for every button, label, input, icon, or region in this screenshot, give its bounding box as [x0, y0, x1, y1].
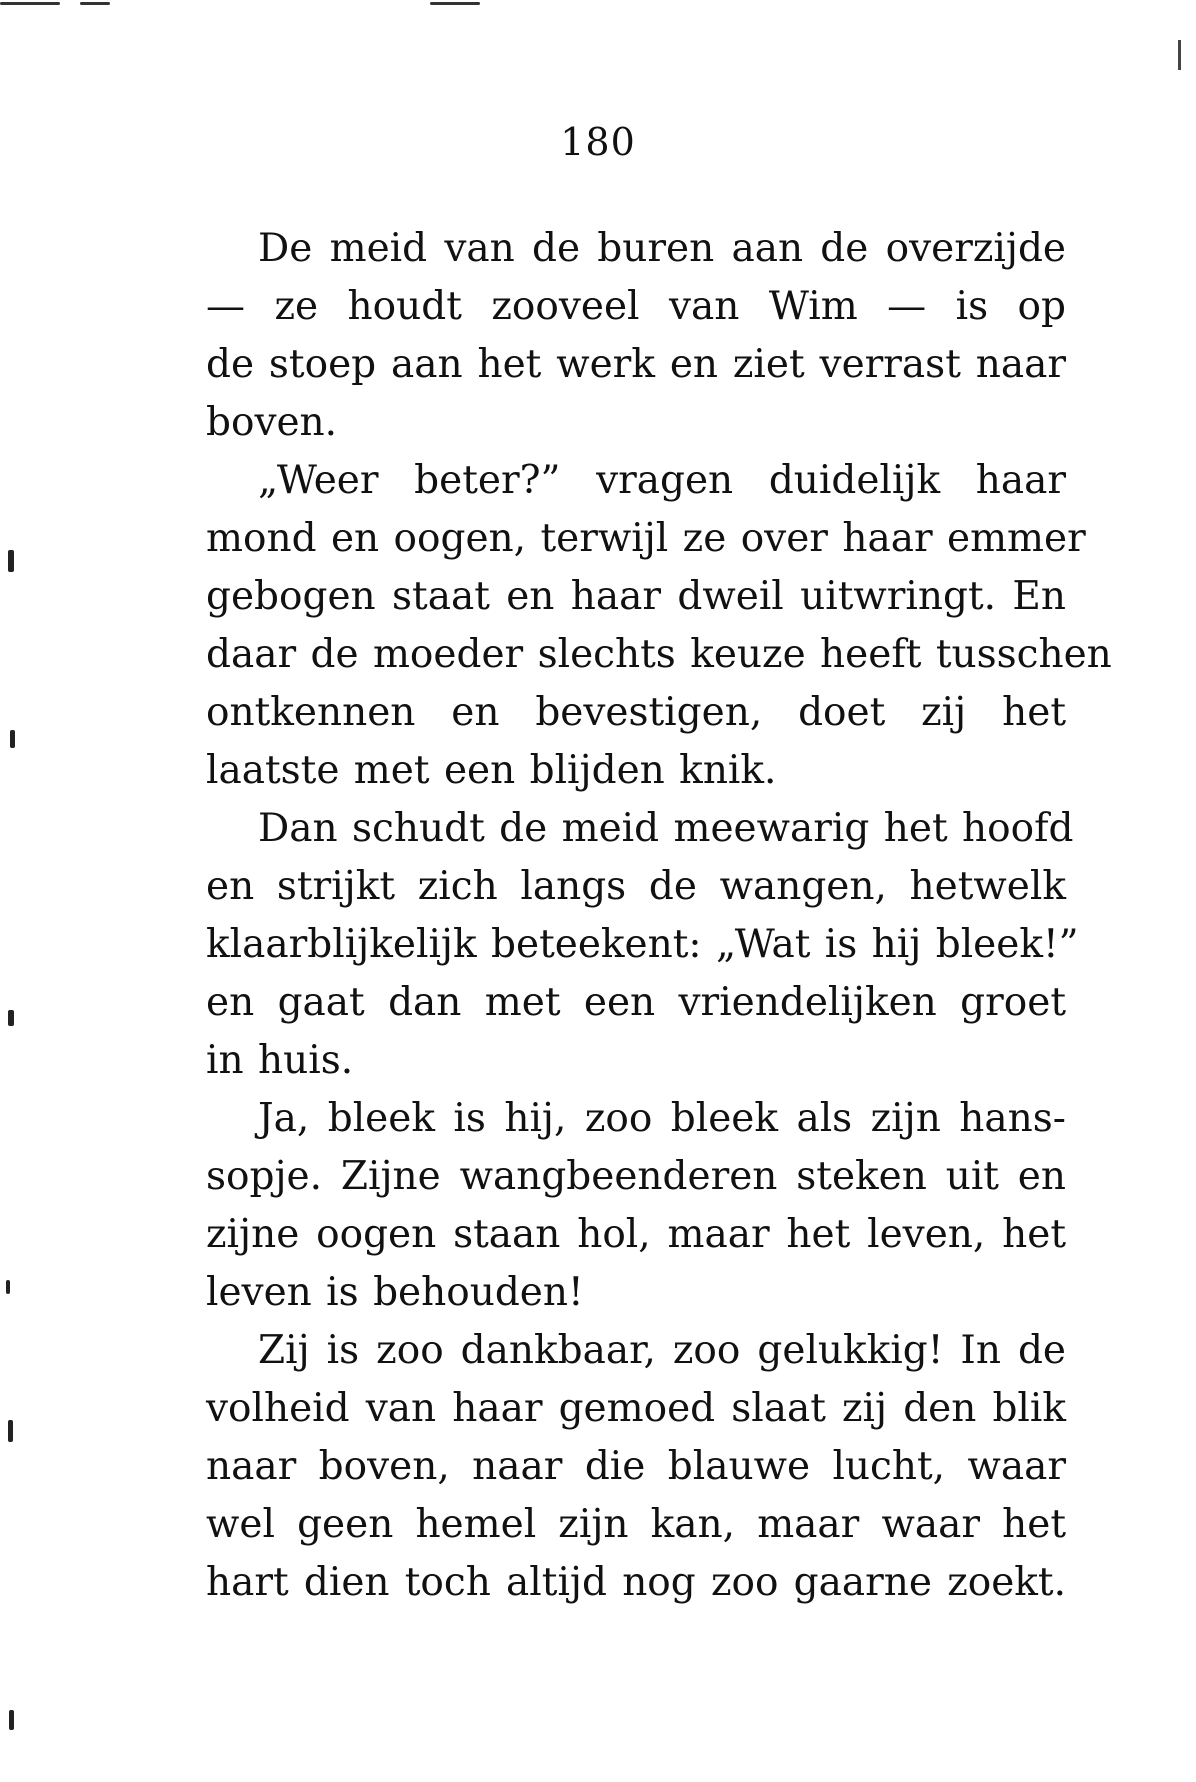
text-line: „Weer beter?” vragen duidelijk haar — [258, 458, 1066, 503]
text-line: en strijkt zich langs de wangen, hetwelk — [206, 864, 1066, 909]
text-line: in huis. — [206, 1038, 354, 1083]
text-line: wel geen hemel zijn kan, maar waar het — [206, 1502, 1066, 1547]
text-line: en gaat dan met een vriendelijken groet — [206, 980, 1066, 1025]
paragraph — [206, 800, 1079, 1090]
text-line: Zij is zoo dankbaar, zoo gelukkig! In de — [258, 1328, 1066, 1373]
text-line: hart dien toch altijd nog zoo gaarne zoekt. — [206, 1560, 1066, 1605]
text-line: mond en oogen, terwijl ze over haar emmer — [206, 516, 1086, 561]
text-line: gebogen staat en haar dweil uitwringt. En — [206, 574, 1066, 619]
text-line: boven. — [206, 400, 338, 445]
text-line: De meid van de buren aan de overzijde — [258, 226, 1066, 271]
page-number: 180 — [560, 120, 636, 164]
text-line: klaarblijkelijk beteekent: „Wat is hij bleek!” — [206, 922, 1079, 967]
text-line: ontkennen en bevestigen, doet zij het — [206, 690, 1066, 735]
text-line: — ze houdt zooveel van Wim — is op — [206, 284, 1066, 329]
paragraph — [206, 220, 1066, 452]
text-line: naar boven, naar die blauwe lucht, waar — [206, 1444, 1066, 1489]
paragraph — [206, 1090, 1066, 1322]
text-line: Ja, bleek is hij, zoo bleek als zijn hans- — [258, 1096, 1066, 1141]
text-line: leven is behouden! — [206, 1270, 584, 1315]
text-line: de stoep aan het werk en ziet verrast naar — [206, 342, 1066, 387]
text-line: daar de moeder slechts keuze heeft tusschen — [206, 632, 1112, 677]
left-margin-specks — [0, 0, 40, 1782]
paragraph — [206, 452, 1112, 800]
paragraph — [206, 1322, 1066, 1612]
page-top-edge — [0, 0, 1196, 10]
text-line: volheid van haar gemoed slaat zij den blik — [206, 1386, 1066, 1431]
text-line: sopje. Zijne wangbeenderen steken uit en — [206, 1154, 1066, 1199]
body-text — [206, 220, 1112, 1612]
text-line: laatste met een blijden knik. — [206, 748, 777, 793]
text-line: Dan schudt de meid meewarig het hoofd — [258, 806, 1074, 851]
text-line: zijne oogen staan hol, maar het leven, het — [206, 1212, 1066, 1257]
